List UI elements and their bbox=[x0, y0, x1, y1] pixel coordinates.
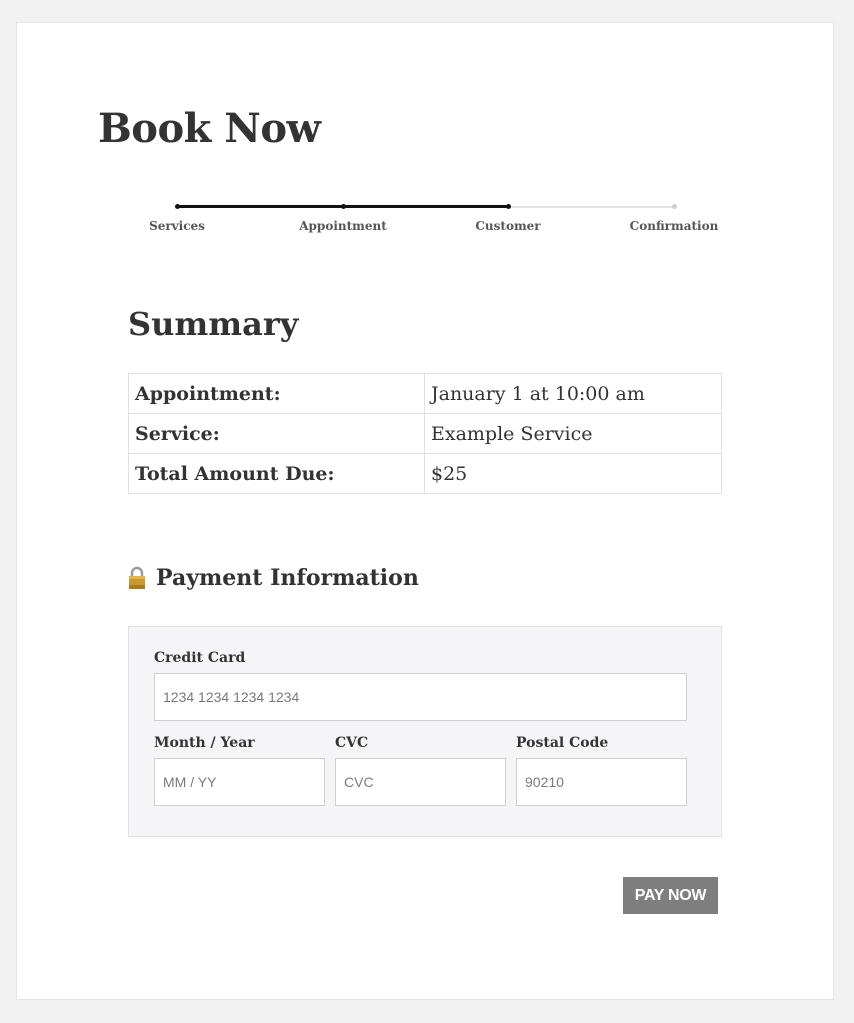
step-label-services: Services bbox=[149, 219, 205, 233]
booking-card bbox=[16, 22, 834, 1000]
step-dot-confirmation bbox=[672, 204, 677, 209]
payment-title: Payment Information bbox=[156, 565, 419, 591]
cvc-label: CVC bbox=[335, 735, 369, 751]
summary-key: Service: bbox=[129, 414, 425, 454]
step-label-confirmation: Confirmation bbox=[629, 219, 719, 233]
lock-icon bbox=[128, 566, 146, 590]
expiry-label: Month / Year bbox=[154, 735, 255, 751]
summary-key: Appointment: bbox=[129, 374, 425, 414]
step-label-customer: Customer bbox=[475, 219, 541, 233]
progress-stepper bbox=[17, 199, 835, 239]
postal-code-input[interactable] bbox=[516, 758, 687, 806]
summary-value: Example Service bbox=[425, 414, 722, 454]
step-label-appointment: Appointment bbox=[299, 219, 387, 233]
step-dot-appointment bbox=[341, 204, 346, 209]
summary-key: Total Amount Due: bbox=[129, 454, 425, 494]
expiry-input[interactable] bbox=[154, 758, 325, 806]
card-number-label: Credit Card bbox=[154, 650, 246, 666]
summary-value: January 1 at 10:00 am bbox=[425, 374, 722, 414]
table-row bbox=[129, 374, 722, 414]
pay-now-button[interactable]: PAY NOW bbox=[623, 877, 718, 914]
payment-heading bbox=[128, 563, 419, 593]
cvc-input[interactable] bbox=[335, 758, 506, 806]
summary-value: $25 bbox=[425, 454, 722, 494]
table-row bbox=[129, 454, 722, 494]
step-dot-customer bbox=[506, 204, 511, 209]
step-dot-services bbox=[175, 204, 180, 209]
table-row bbox=[129, 414, 722, 454]
postal-code-label: Postal Code bbox=[516, 735, 609, 751]
summary-title: Summary bbox=[128, 305, 299, 343]
payment-form bbox=[128, 626, 722, 837]
card-number-input[interactable] bbox=[154, 673, 687, 721]
summary-table bbox=[128, 373, 722, 494]
page-title: Book Now bbox=[98, 105, 321, 152]
